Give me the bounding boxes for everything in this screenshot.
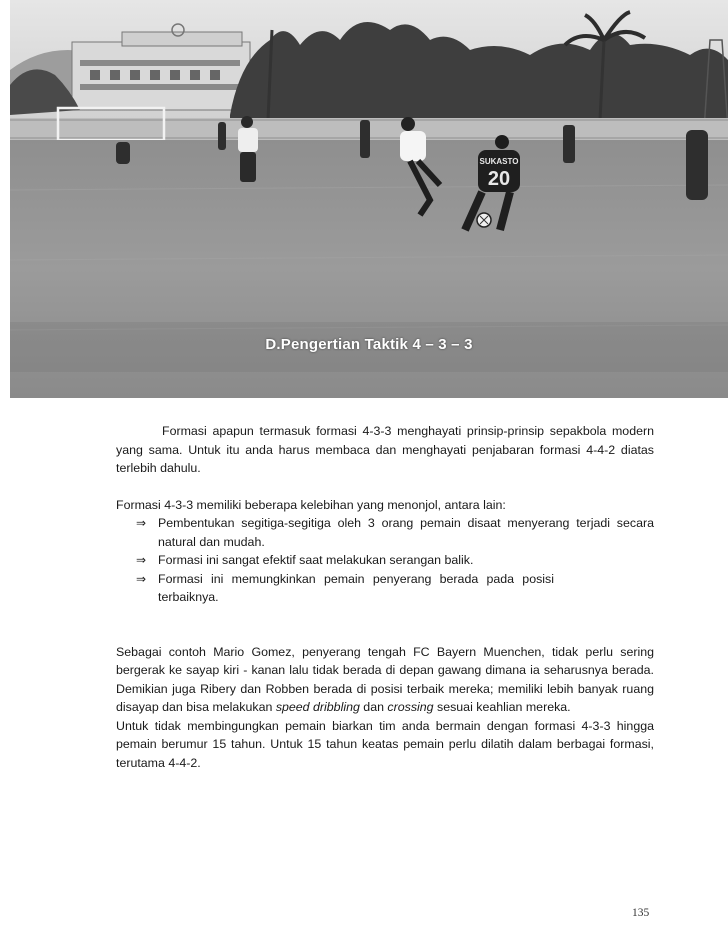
page-number: 135 [632, 907, 650, 919]
list-item-text: Pembentukan segitiga-segitiga oleh 3 orang pemain disaat menyerang terjadi secara natural dan mudah. [158, 516, 654, 549]
example-text-2: dan [359, 700, 388, 714]
term-crossing: crossing [387, 700, 434, 714]
example-text-3: sesuai keahlian mereka. [433, 700, 571, 714]
example-text-1: Sebagai contoh Mario Gomez, penyerang tengah FC Bayern Muenchen, tidak perlu sering bergerak ke sayap kiri - kanan lalu tidak berada di depan gawang dimana ia seharusnya berada. Demikian juga Ribery dan Robben berada di posisi terbaik mereka; memiliki lebih banyak ruang disayap dan bisa melakukan [116, 644, 654, 714]
hero-photo [10, 0, 728, 398]
list-item [116, 514, 654, 551]
term-speed-dribbling: speed dribbling [275, 700, 360, 714]
jersey-number: 20 [487, 168, 511, 190]
jersey-name: SUKASTO [479, 157, 519, 166]
list-item [116, 570, 654, 607]
advantages-list [116, 514, 654, 607]
arrow-icon: ⇒ [136, 553, 147, 567]
list-item-text: Formasi ini memungkinkan pemain penyerang berada pada posisi terbaiknya. [158, 571, 554, 604]
list-item-text: Formasi ini sangat efektif saat melakukan serangan balik. [158, 553, 474, 567]
paragraph-intro: Formasi apapun termasuk formasi 4-3-3 menghayati prinsip-prinsip sepakbola modern yang sama. Untuk itu anda harus membaca dan menghayati penjabaran formasi 4-4-2 diatas terlebih dahulu. [116, 424, 654, 475]
body-text [116, 422, 654, 772]
paragraph-example [116, 643, 654, 717]
paragraph-age-advice: Untuk tidak membingungkan pemain biarkan tim anda bermain dengan formasi 4-3-3 hingga pemain berumur 15 tahun. Untuk 15 tahun keatas pemain perlu dilatih dalam berbagai formasi, terutama 4-4-2. [116, 718, 654, 770]
list-intro: Formasi 4-3-3 memiliki beberapa kelebihan yang menonjol, antara lain: [116, 497, 506, 512]
arrow-icon: ⇒ [136, 571, 147, 586]
section-title: D.Pengertian Taktik 4 – 3 – 3 [265, 336, 473, 353]
list-item [116, 551, 654, 570]
arrow-icon: ⇒ [136, 516, 147, 530]
